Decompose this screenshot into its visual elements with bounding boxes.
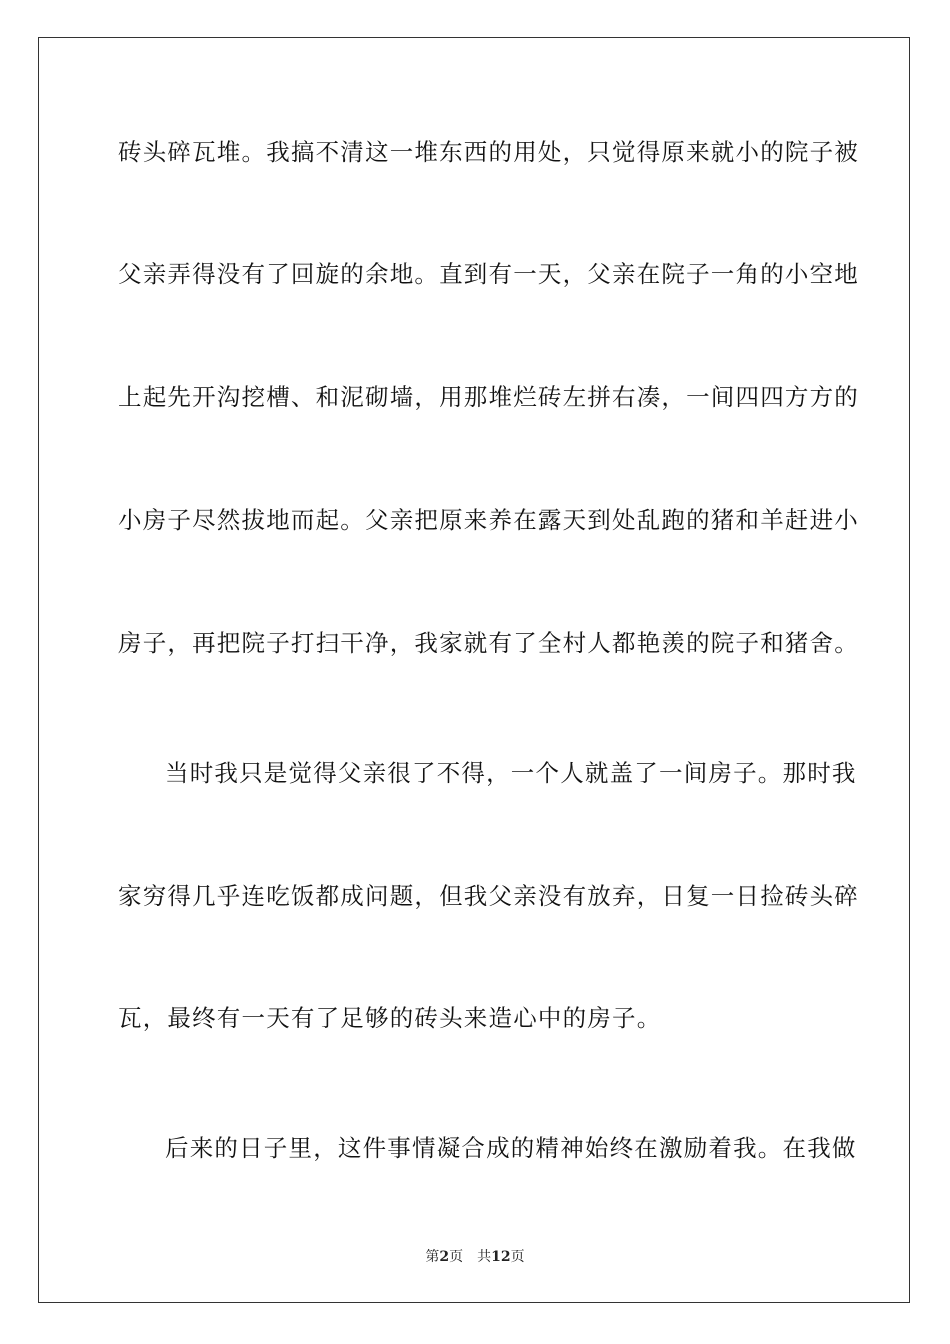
text-line-4: 小房子尽然拔地而起。父亲把原来养在露天到处乱跑的猪和羊赶进小: [118, 506, 859, 534]
text-line-5: 房子，再把院子打扫干净，我家就有了全村人都艳羡的院子和猪舍。: [118, 629, 859, 657]
text-line-6: 当时我只是觉得父亲很了不得，一个人就盖了一间房子。那时我: [165, 759, 857, 787]
text-line-9: 后来的日子里，这件事情凝合成的精神始终在激励着我。在我做: [165, 1134, 857, 1162]
page-total: 共12页: [477, 1249, 525, 1265]
text-line-8: 瓦，最终有一天有了足够的砖头来造心中的房子。: [118, 1004, 662, 1032]
page-border: [38, 37, 910, 1303]
text-line-3: 上起先开沟挖槽、和泥砌墙，用那堆烂砖左拼右凑，一间四四方方的: [118, 383, 859, 411]
text-line-7: 家穷得几乎连吃饭都成问题，但我父亲没有放弃，日复一日捡砖头碎: [118, 882, 859, 910]
page-number: 第2页: [425, 1249, 464, 1265]
page-footer: [0, 1247, 950, 1267]
text-line-1: 砖头碎瓦堆。我搞不清这一堆东西的用处，只觉得原来就小的院子被: [118, 138, 859, 166]
text-line-2: 父亲弄得没有了回旋的余地。直到有一天，父亲在院子一角的小空地: [118, 260, 859, 288]
